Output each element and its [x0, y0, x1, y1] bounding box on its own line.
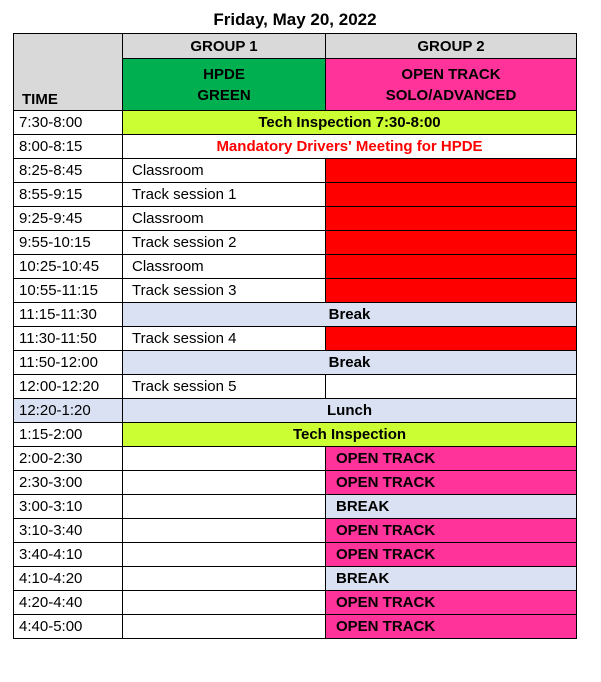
- table-row: [14, 231, 577, 255]
- page-title: Friday, May 20, 2022: [213, 10, 377, 29]
- group1-activity-cell: Classroom: [123, 207, 326, 231]
- group2-occupied-cell: [326, 255, 577, 279]
- group1-activity-cell: Track session 1: [123, 183, 326, 207]
- group1-activity-cell: Track session 2: [123, 231, 326, 255]
- group1-empty-cell: [123, 591, 326, 615]
- group2-name-line2: SOLO/ADVANCED: [385, 86, 517, 104]
- time-cell: 2:30-3:00: [14, 471, 123, 495]
- table-row: [14, 303, 577, 327]
- time-cell: 8:25-8:45: [14, 159, 123, 183]
- open-track-cell: OPEN TRACK: [326, 519, 577, 543]
- group1-name-cell: [123, 59, 326, 111]
- lunch-cell: Lunch: [123, 399, 577, 423]
- group1-header: GROUP 1: [123, 34, 326, 59]
- group2-header: GROUP 2: [326, 34, 577, 59]
- break-cell: Break: [123, 303, 577, 327]
- group1-empty-cell: [123, 495, 326, 519]
- time-cell: 12:00-12:20: [14, 375, 123, 399]
- time-cell: 8:00-8:15: [14, 135, 123, 159]
- time-cell: 3:00-3:10: [14, 495, 123, 519]
- table-row: [14, 159, 577, 183]
- group1-name-line2: GREEN: [197, 86, 251, 104]
- group2-break-cell: BREAK: [326, 495, 577, 519]
- table-row: [14, 375, 577, 399]
- table-row: [14, 279, 577, 303]
- group1-name-line1: HPDE: [203, 65, 245, 83]
- table-row: [14, 351, 577, 375]
- time-cell: 10:55-11:15: [14, 279, 123, 303]
- open-track-cell: OPEN TRACK: [326, 615, 577, 639]
- table-row: [14, 423, 577, 447]
- table-row: [14, 519, 577, 543]
- group1-activity-cell: Classroom: [123, 255, 326, 279]
- group2-occupied-cell: [326, 159, 577, 183]
- group1-empty-cell: [123, 471, 326, 495]
- table-row: [14, 543, 577, 567]
- group2-occupied-cell: [326, 279, 577, 303]
- table-row: [14, 207, 577, 231]
- group1-empty-cell: [123, 615, 326, 639]
- time-cell: 10:25-10:45: [14, 255, 123, 279]
- group1-activity-cell: Track session 3: [123, 279, 326, 303]
- time-cell: 9:55-10:15: [14, 231, 123, 255]
- time-cell: 4:10-4:20: [14, 567, 123, 591]
- break-cell: Break: [123, 351, 577, 375]
- time-cell: 9:25-9:45: [14, 207, 123, 231]
- group-header-row: [14, 34, 577, 59]
- open-track-cell: OPEN TRACK: [326, 543, 577, 567]
- table-row: [14, 327, 577, 351]
- table-row: [14, 471, 577, 495]
- time-cell: 3:40-4:10: [14, 543, 123, 567]
- table-row: [14, 447, 577, 471]
- open-track-cell: OPEN TRACK: [326, 471, 577, 495]
- group2-occupied-cell: [326, 207, 577, 231]
- group2-occupied-cell: [326, 327, 577, 351]
- time-cell: 11:15-11:30: [14, 303, 123, 327]
- group1-empty-cell: [123, 567, 326, 591]
- time-cell: 11:30-11:50: [14, 327, 123, 351]
- time-cell: 11:50-12:00: [14, 351, 123, 375]
- table-row: [14, 567, 577, 591]
- time-cell: 4:20-4:40: [14, 591, 123, 615]
- tech-inspection-cell: Tech Inspection: [123, 423, 577, 447]
- time-cell: 12:20-1:20: [14, 399, 123, 423]
- table-row: [14, 399, 577, 423]
- time-cell: 7:30-8:00: [14, 111, 123, 135]
- table-row: [14, 111, 577, 135]
- table-row: [14, 183, 577, 207]
- time-cell: 2:00-2:30: [14, 447, 123, 471]
- time-cell: 3:10-3:40: [14, 519, 123, 543]
- open-track-cell: OPEN TRACK: [326, 591, 577, 615]
- open-track-cell: OPEN TRACK: [326, 447, 577, 471]
- table-row: [14, 591, 577, 615]
- time-cell: 8:55-9:15: [14, 183, 123, 207]
- group1-empty-cell: [123, 519, 326, 543]
- table-row: [14, 135, 577, 159]
- time-cell: 4:40-5:00: [14, 615, 123, 639]
- group2-name-cell: [326, 59, 577, 111]
- drivers-meeting-cell: Mandatory Drivers' Meeting for HPDE: [123, 135, 577, 159]
- group2-break-cell: BREAK: [326, 567, 577, 591]
- group1-empty-cell: [123, 447, 326, 471]
- table-row: [14, 255, 577, 279]
- group2-name-line1: OPEN TRACK: [401, 65, 501, 83]
- tech-inspection-cell: Tech Inspection 7:30-8:00: [123, 111, 577, 135]
- group2-occupied-cell: [326, 183, 577, 207]
- time-column-header: TIME: [14, 34, 123, 111]
- group2-occupied-cell: [326, 231, 577, 255]
- group2-empty-cell: [326, 375, 577, 399]
- group1-activity-cell: Track session 4: [123, 327, 326, 351]
- group1-activity-cell: Classroom: [123, 159, 326, 183]
- table-row: [14, 615, 577, 639]
- time-cell: 1:15-2:00: [14, 423, 123, 447]
- table-row: [14, 495, 577, 519]
- schedule-table: [13, 33, 577, 639]
- group1-activity-cell: Track session 5: [123, 375, 326, 399]
- group1-empty-cell: [123, 543, 326, 567]
